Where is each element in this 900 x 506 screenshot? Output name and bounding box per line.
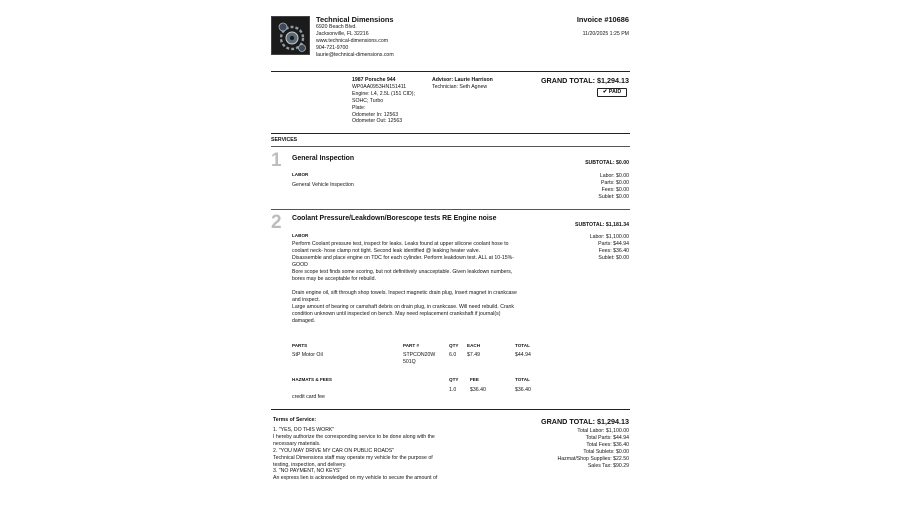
invoice-number: Invoice #10686 <box>576 15 629 24</box>
terms-line: testing, inspection, and delivery. <box>273 461 347 468</box>
part-qty: 6.0 <box>449 352 457 358</box>
parts-header-each: EACH <box>467 343 481 348</box>
service-2-title: Coolant Pressure/Leakdown/Borescope tests RE Engine noise <box>292 215 497 222</box>
terms-line: I hereby authorize the corresponding service to be done along with the <box>273 433 435 440</box>
total-hazmat: Hazmat/Shop Supplies: $22.50 <box>557 455 629 462</box>
fees-header-qty: QTY <box>449 377 459 382</box>
service-2-labor-spacer <box>292 282 572 290</box>
services-heading-divider <box>271 146 630 147</box>
service-2-fees-total: Fees: $36.40 <box>598 247 629 254</box>
service-2-labor-description <box>292 241 572 325</box>
parts-header-part-no: PART # <box>403 343 419 348</box>
invoice-datetime: 11/20/2025 1:25 PM <box>582 31 629 37</box>
terms-line: 1. "YES, DO THIS WORK" <box>273 427 335 433</box>
fee-total: $36.40 <box>515 387 531 393</box>
service-2-number: 2 <box>271 212 282 233</box>
service-2-breakdown <box>590 234 629 262</box>
header-grand-total-label: GRAND TOTAL: <box>540 76 596 85</box>
part-name: StP Motor Oil <box>292 352 323 358</box>
shop-website: www.technical-dimensions.com <box>316 37 389 44</box>
terms-line: 2. "YOU MAY DRIVE MY CAR ON PUBLIC ROADS" <box>273 447 395 454</box>
terms-line: 3. "NO PAYMENT, NO KEYS" <box>273 468 342 475</box>
total-fees: Total Fees: $36.40 <box>586 441 629 448</box>
shop-address-block <box>316 24 394 59</box>
service-2-labor-line: Disassemble and place engine on TDC for each cylinder. Perform leakdown test. ALL at 10-15%- <box>292 254 515 261</box>
vehicle-name: 1987 Porsche 944 <box>352 77 396 83</box>
service-2-labor-total: Labor: $1,100.00 <box>589 234 629 240</box>
service-2-parts-total: Parts: $44.94 <box>598 240 629 247</box>
fees-header-total: TOTAL <box>515 377 530 382</box>
technician-name: Technician: Seth Agnew <box>432 83 488 90</box>
service-2-labor-line: Bore scope test finds some scoring, but not definitively unacceptable. Given leakdown numbers, <box>292 268 513 275</box>
fees-header-fee: FEE <box>470 377 479 382</box>
total-labor: Total Labor: $1,100.00 <box>577 428 629 434</box>
checkmark-icon: ✔ <box>602 89 608 95</box>
shop-email: laurie@technical-dimensions.com <box>316 51 394 58</box>
service-2-labor-line: condition unknown until inspected on bench. May need replacement crankshaft if journal(s) <box>292 311 501 318</box>
service-1-number: 1 <box>271 150 282 171</box>
service-2-labor-line: and inspect. <box>292 297 320 304</box>
header-grand-total-value: $1,294.13 <box>597 76 629 85</box>
fee-qty: 1.0 <box>449 387 457 393</box>
fees-header-name: HAZMATS & FEES <box>292 377 332 382</box>
footer-grand-total: GRAND TOTAL: $1,294.13 <box>540 417 629 426</box>
parts-header-qty: QTY <box>449 343 459 348</box>
service-2-labor-line: damaged. <box>292 318 316 325</box>
service-2-labor-line: coolant neck- hose clamp not tight. Second leak identified @ leaking heater valve. <box>292 247 481 254</box>
service-2-labor-line: Drain engine oil, sift through shop towels. Inspect magnetic drain plug, Insert magnet in crankcase <box>292 290 517 297</box>
terms-line: An express lien is acknowledged on my vehicle to secure the amount of <box>273 475 438 482</box>
invoice-page <box>271 0 630 506</box>
shop-address-line2: Jacksonville, FL 32216 <box>316 30 369 37</box>
service-divider <box>271 209 630 210</box>
vehicle-engine: Engine: L4, 2.5L (151 CID); <box>352 90 415 97</box>
advisor-name: Advisor: Laurie Harrison <box>432 77 493 83</box>
service-2-labor-line: Perform Coolant pressure test, inspect for leaks. Leaks found at upper silicone coolant hose to <box>292 241 509 247</box>
part-number <box>403 352 435 366</box>
terms-line: necessary materials. <box>273 440 321 447</box>
header-grand-total <box>541 76 629 85</box>
part-number-line1: STPCON20W <box>403 352 436 358</box>
service-2-labor-line: Large amount of bearing or camshaft debris on drain plug, in crankcase. Will need rebuild. Crank <box>292 304 515 311</box>
services-heading: SERVICES <box>271 137 298 143</box>
parts-header-name: PARTS <box>292 343 308 348</box>
part-each: $7.49 <box>467 352 480 358</box>
vehicle-vin: WP0AA0953HN151411 <box>352 83 407 90</box>
service-2-labor-line: GOOD <box>292 261 308 268</box>
vehicle-plate: Plate: <box>352 104 366 111</box>
part-total: $44.94 <box>515 352 531 358</box>
terms-text <box>273 427 483 482</box>
vehicle-block <box>352 77 415 125</box>
total-sales-tax: Sales Tax: $90.29 <box>587 462 629 469</box>
header-divider <box>271 71 630 72</box>
vehicle-odometer-out: Odometer Out: 12563 <box>352 118 403 125</box>
totals-block <box>557 428 629 469</box>
total-sublets: Total Sublets: $0.00 <box>583 448 629 455</box>
fee-amount: $36.40 <box>470 387 486 393</box>
shop-logo <box>271 16 310 55</box>
total-parts: Total Parts: $44.94 <box>585 434 629 441</box>
service-1-sublet-total: Sublet: $0.00 <box>598 193 629 200</box>
paid-label: PAID <box>608 89 622 95</box>
paid-badge <box>597 88 627 97</box>
service-1-fees-total: Fees: $0.00 <box>601 186 629 193</box>
services-top-divider <box>271 133 630 134</box>
shop-address-line1: 6920 Beach Blvd. <box>316 24 357 30</box>
footer-divider <box>271 409 630 410</box>
shop-name: Technical Dimensions <box>316 15 394 24</box>
service-1-labor-header: LABOR <box>292 172 309 177</box>
service-2-labor-header: LABOR <box>292 233 309 238</box>
service-2-labor-line: bores may be acceptable for rebuild. <box>292 275 376 282</box>
service-1-title: General Inspection <box>292 155 355 162</box>
part-number-line2: 501Q <box>403 358 416 365</box>
terms-line: Technical Dimensions staff may operate my vehicle for the purpose of <box>273 454 433 461</box>
service-1-parts-total: Parts: $0.00 <box>601 179 629 186</box>
service-2-sublet-total: Sublet: $0.00 <box>598 254 629 261</box>
service-1-subtotal: SUBTOTAL: $0.00 <box>585 160 629 166</box>
service-1-labor-total: Labor: $0.00 <box>599 173 629 179</box>
vehicle-odometer-in: Odometer In: 12563 <box>352 111 399 118</box>
parts-header-total: TOTAL <box>515 343 530 348</box>
terms-title: Terms of Service: <box>273 417 317 423</box>
service-1-breakdown <box>598 173 629 201</box>
fee-name: credit card fee <box>292 394 325 400</box>
service-1-labor-text: General Vehicle Inspection <box>292 182 354 188</box>
shop-phone: 904-721-9700 <box>316 44 349 51</box>
advisor-block <box>432 77 493 91</box>
service-2-subtotal: SUBTOTAL: $1,181.34 <box>574 222 629 228</box>
vehicle-engine-2: SOHC; Turbo <box>352 97 384 104</box>
